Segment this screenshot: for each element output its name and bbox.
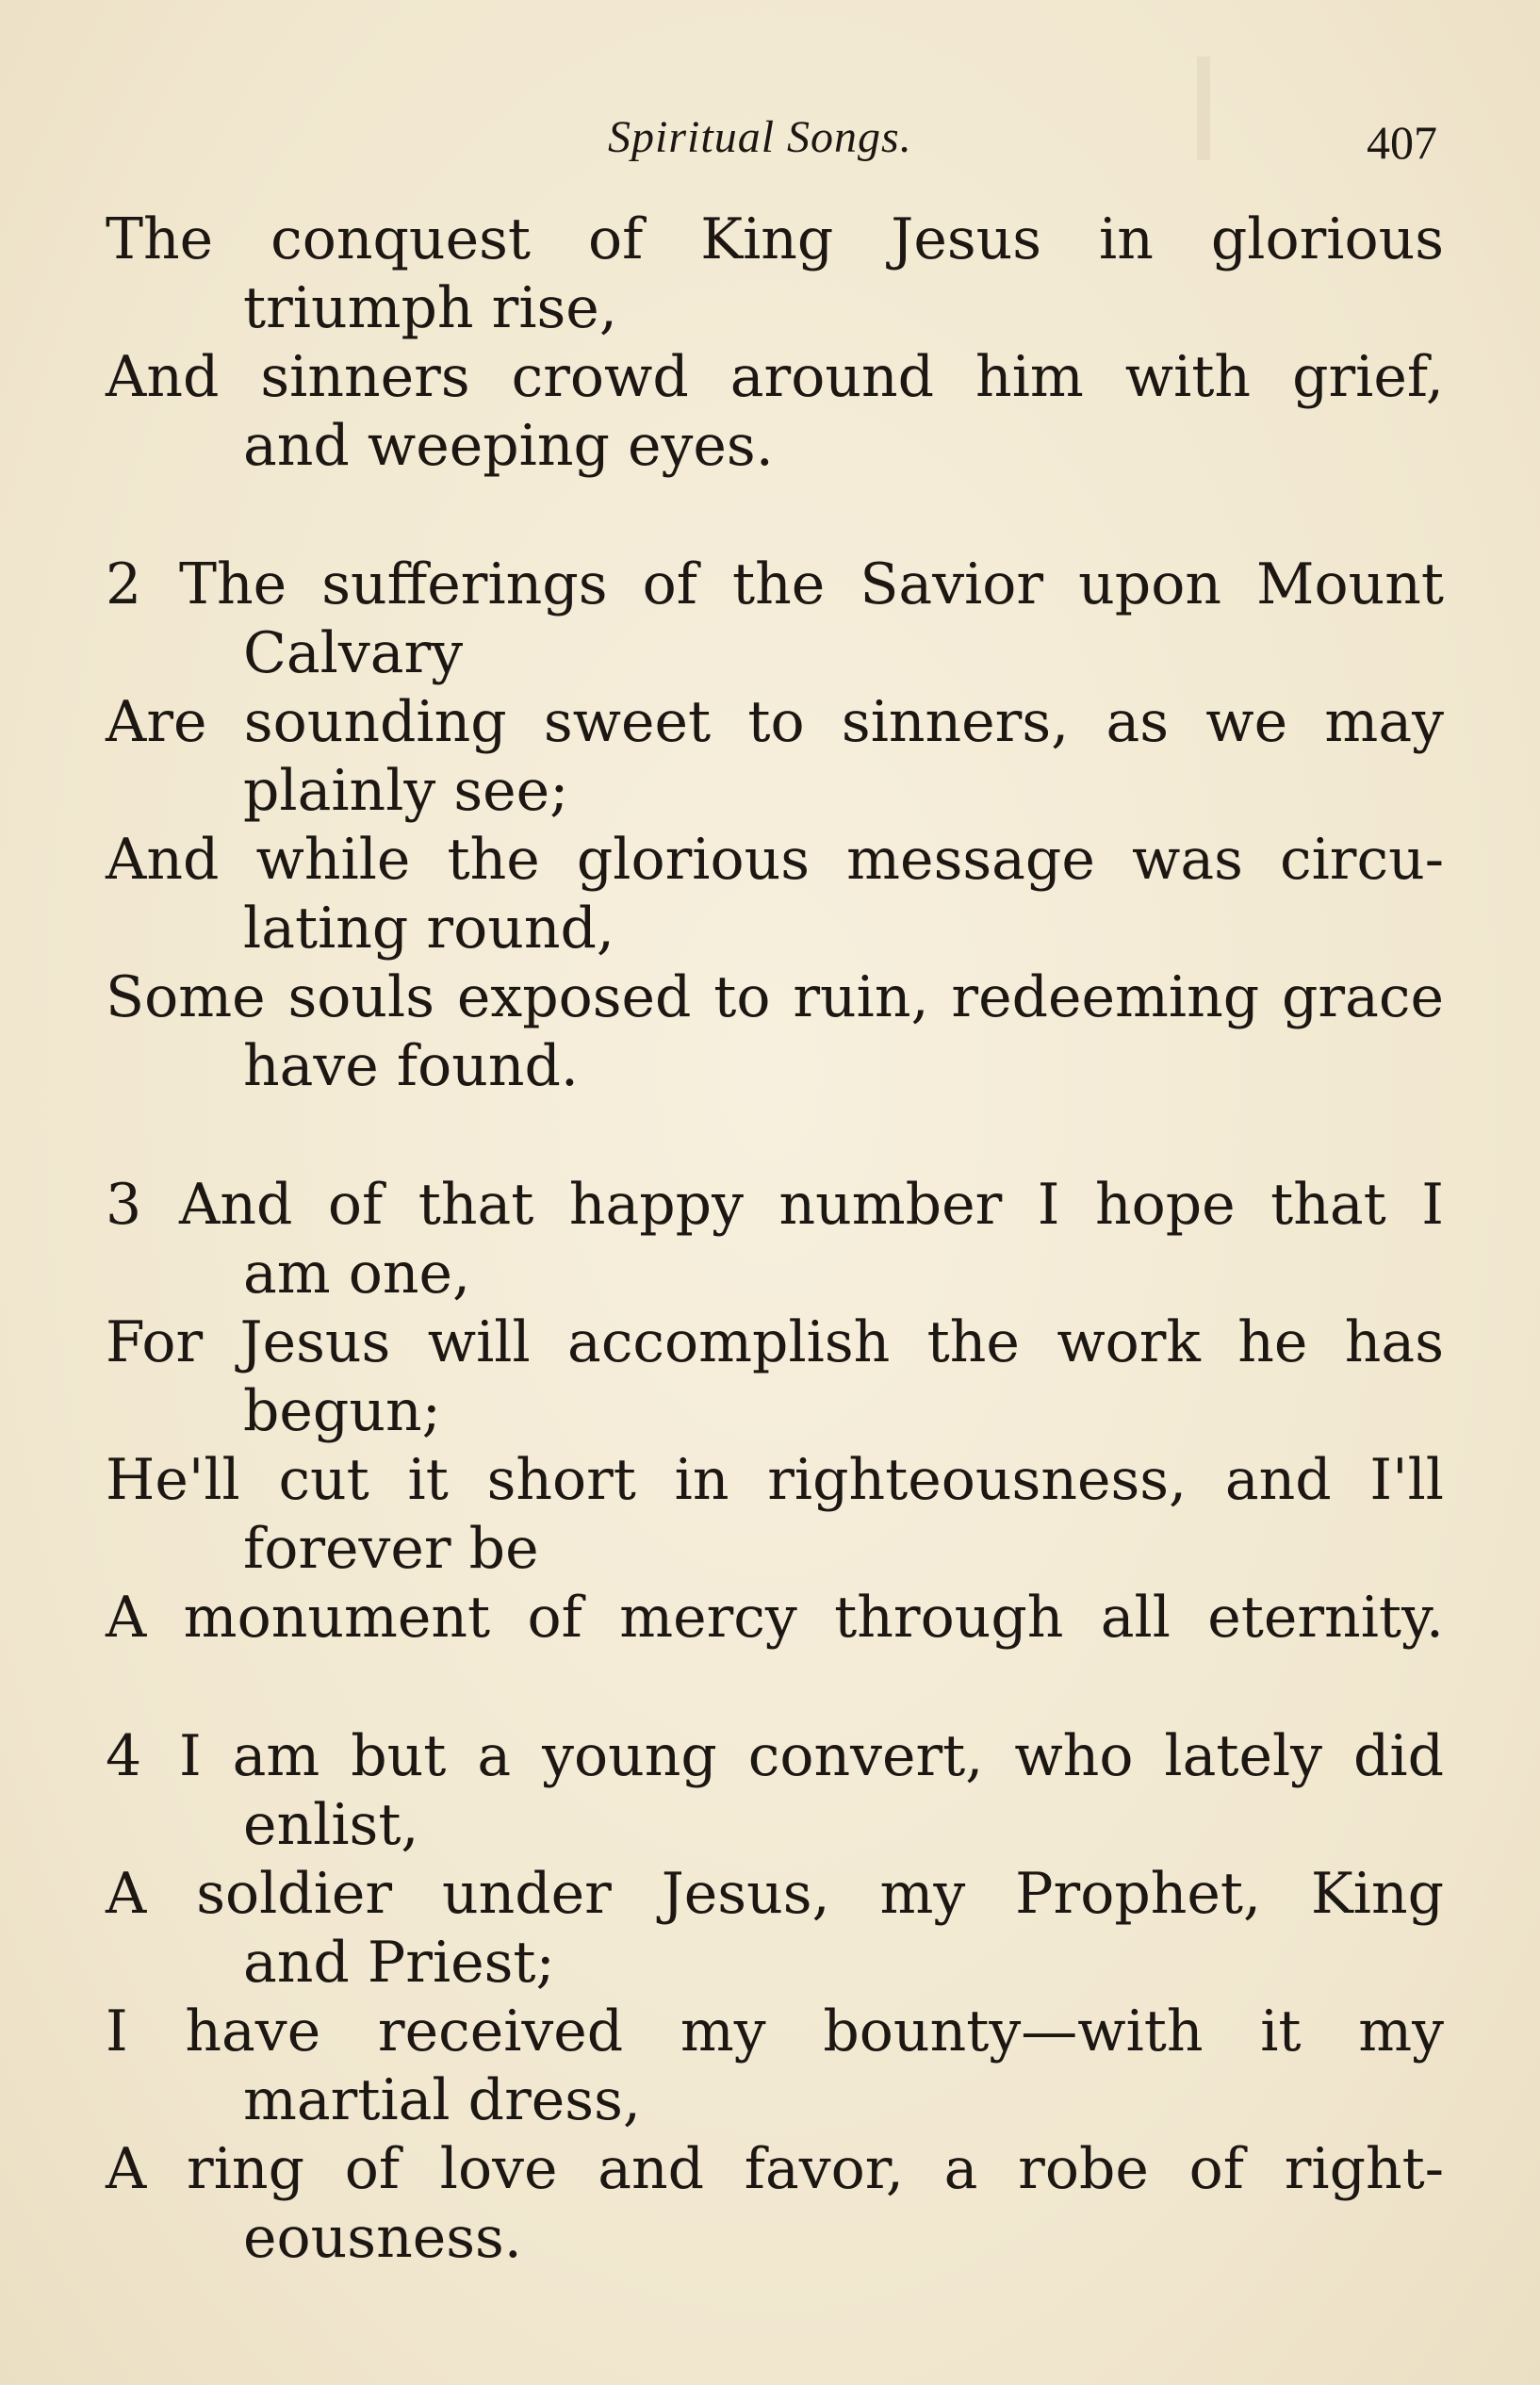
verse-line: Some souls exposed to ruin, redeeming grace bbox=[106, 964, 1444, 1030]
verse-line: He'll cut it short in righteousness, and I'll bbox=[106, 1447, 1444, 1513]
stanza-number: 2 bbox=[106, 551, 142, 617]
stanza-4 bbox=[106, 1722, 1444, 2273]
verse-line: A ring of love and favor, a robe of right- bbox=[106, 2136, 1444, 2202]
stanza-1 bbox=[106, 206, 1444, 481]
verse-line: For Jesus will accomplish the work he has bbox=[106, 1309, 1444, 1375]
stanza-number: 4 bbox=[106, 1723, 142, 1789]
verse-line: Are sounding sweet to sinners, as we may bbox=[106, 689, 1444, 755]
stanza-number: 3 bbox=[106, 1172, 142, 1238]
stanza-2 bbox=[106, 551, 1444, 1101]
verse-line bbox=[106, 551, 1444, 619]
page-header bbox=[0, 111, 1540, 177]
verse-line: I have received my bounty—with it my bbox=[106, 1998, 1444, 2064]
verse-line: eousness. bbox=[243, 2205, 522, 2271]
verse-line: triumph rise, bbox=[243, 275, 617, 341]
hymn-text bbox=[106, 206, 1444, 2273]
verse-line: enlist, bbox=[243, 1792, 419, 1858]
verse-line: lating round, bbox=[243, 896, 614, 962]
verse-line: Calvary bbox=[243, 620, 464, 686]
verse-line bbox=[106, 1171, 1444, 1240]
running-title: Spiritual Songs. bbox=[608, 112, 912, 162]
verse-line: A monument of mercy through all eternity. bbox=[106, 1585, 1444, 1651]
verse-line bbox=[106, 1722, 1444, 1791]
verse-line: plainly see; bbox=[243, 758, 569, 824]
verse-line: The conquest of King Jesus in glorious bbox=[106, 206, 1444, 272]
verse-line: A soldier under Jesus, my Prophet, King bbox=[106, 1861, 1444, 1927]
verse-line: And while the glorious message was circu- bbox=[106, 827, 1444, 893]
verse-line-text: I am but a young convert, who lately did bbox=[179, 1723, 1444, 1789]
verse-line: And sinners crowd around him with grief, bbox=[106, 344, 1444, 410]
verse-line: and Priest; bbox=[243, 1930, 555, 1996]
verse-line: begun; bbox=[243, 1378, 441, 1444]
verse-line: forever be bbox=[243, 1516, 539, 1582]
verse-line-text: The sufferings of the Savior upon Mount bbox=[179, 551, 1444, 617]
verse-line: have found. bbox=[243, 1033, 579, 1099]
stanza-3 bbox=[106, 1171, 1444, 1653]
verse-line: am one, bbox=[243, 1241, 471, 1307]
verse-line-text: And of that happy number I hope that I bbox=[179, 1172, 1444, 1238]
verse-line: martial dress, bbox=[243, 2067, 641, 2133]
page-number: 407 bbox=[1367, 116, 1437, 169]
verse-line: and weeping eyes. bbox=[243, 413, 774, 479]
